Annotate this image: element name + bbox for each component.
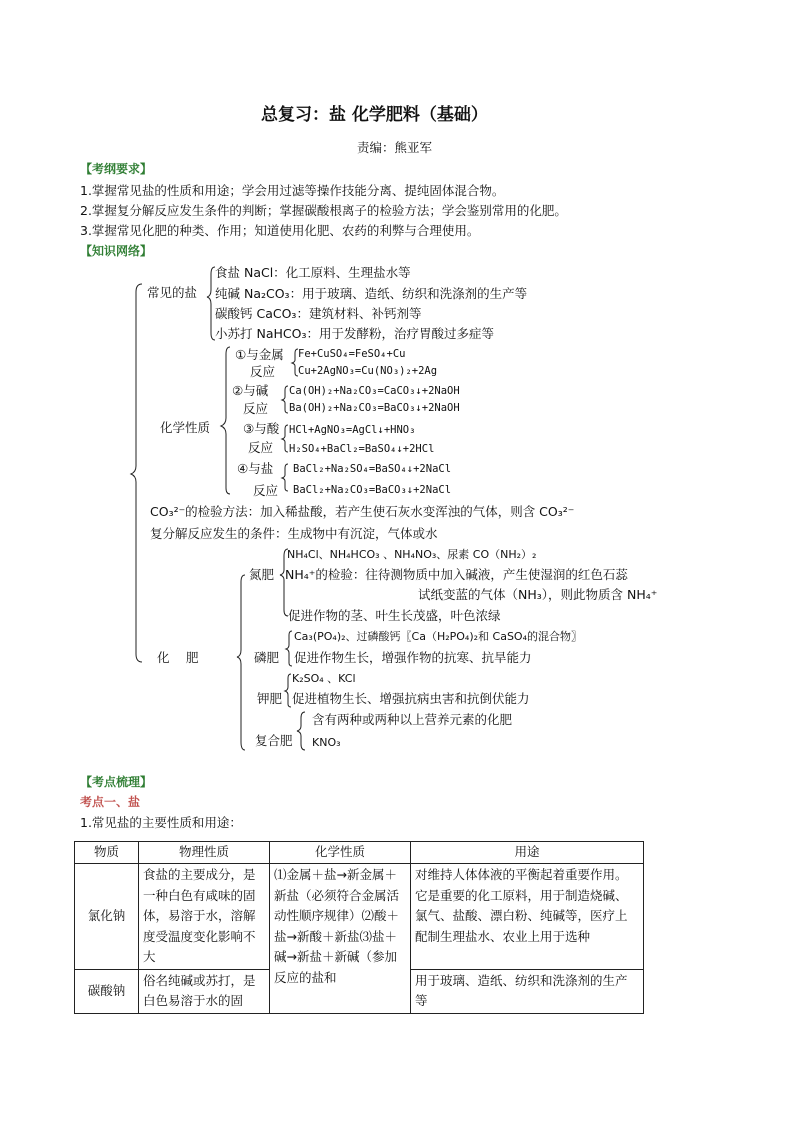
table-header: 物质 [75,842,139,864]
react-base-label: ②与碱 [232,383,269,398]
salt-item: 纯碱 Na₂CO₃：用于玻璃、造纸、纺织和洗涤剂的生产等 [215,286,528,301]
table-header: 用途 [411,842,644,864]
salt-item: 小苏打 NaHCO₃：用于发酵粉，治疗胃酸过多症等 [215,326,494,341]
table-cell: 食盐的主要成分，是一种白色有咸味的固体，易溶于水，溶解度受温度变化影响不大 [139,864,270,970]
phosphate-label: 磷肥 [254,650,280,665]
page-title: 总复习：盐 化学肥料（基础） [261,105,488,125]
compound-label: 复合肥 [255,733,293,748]
phosphate-item: Ca₃(PO₄)₂、过磷酸钙〖Ca（H₂PO₄)₂和 CaSO₄的混合物〗 [294,630,582,643]
salts-label: 常见的盐 [147,285,198,300]
syllabus-item: 3.掌握常见化肥的种类、作用；知道使用化肥、农药的利弊与合理使用。 [80,223,480,238]
review-heading: 【考点梳理】 [80,775,153,789]
cell-text: 用于玻璃、造纸、纺织和洗涤剂的生产等 [415,972,628,1008]
react-salt-label: ④与盐 [237,461,274,476]
cell-text: 俗名纯碱或苏打，是白色易溶于水的固 [143,972,256,1008]
editor-line: 责编：熊亚军 [357,140,433,155]
chem-props-cell: ⑴金属＋盐→新金属＋新盐（必须符合金属活动性顺序规律）⑵酸＋盐→新酸＋新盐⑶盐＋碱→新盐＋新碱（参加反应的盐和 [274,867,400,985]
equation: H₂SO₄+BaCl₂=BaSO₄↓+2HCl [289,443,435,455]
equation: Ca(OH)₂+Na₂CO₃=CaCO₃↓+2NaOH [289,385,460,397]
equation: BaCl₂+Na₂SO₄=BaSO₄↓+2NaCl [293,463,452,475]
react-salt-label2: 反应 [253,483,279,498]
table-header-row [75,842,644,864]
table-cell: 氯化钠 [75,864,139,970]
table-cell [270,864,411,1014]
equation: Fe+CuSO₄=FeSO₄+Cu [298,348,406,360]
salt-item: 食盐 NaCl：化工原料、生理盐水等 [215,265,411,280]
nitrogen-item: 促进作物的茎、叶生长茂盛，叶色浓绿 [288,608,501,623]
table-cell [411,969,644,1013]
nitrogen-label: 氮肥 [249,567,275,582]
table-header: 化学性质 [270,842,411,864]
react-acid-label: ③与酸 [243,421,280,436]
table-cell [139,969,270,1013]
salt-table [74,841,644,1014]
syllabus-item: 1.掌握常见盐的性质和用途；学会用过滤等操作技能分离、提纯固体混合物。 [80,183,505,198]
point-sub: 1.常见盐的主要性质和用途： [80,815,242,830]
nitrogen-item: NH₄⁺的检验：往待测物质中加入碱液，产生使湿润的红色石蕊 [285,567,628,582]
phosphate-item: 促进作物生长，增强作物的抗寒、抗旱能力 [294,650,532,665]
table-header: 物理性质 [139,842,270,864]
table-row [75,864,644,970]
potassium-item: K₂SO₄ 、KCl [292,672,356,685]
nitrogen-item: 试纸变蓝的气体（NH₃），则此物质含 NH₄⁺ [418,587,658,602]
react-metal-label2: 反应 [250,364,276,379]
fertilizer-label: 化 肥 [157,650,199,665]
syllabus-item: 2.掌握复分解反应发生条件的判断；掌握碳酸根离子的检验方法；学会鉴别常用的化肥。 [80,203,567,218]
point-title: 考点一、盐 [80,795,141,809]
network-heading: 【知识网络】 [80,244,153,258]
compound-item: 含有两种或两种以上营养元素的化肥 [312,712,513,727]
co3-test: CO₃²⁻的检验方法：加入稀盐酸，若产生使石灰水变浑浊的气体，则含 CO₃²⁻ [150,504,575,519]
equation: Ba(OH)₂+Na₂CO₃=BaCO₃↓+2NaOH [289,402,460,414]
compound-item: KNO₃ [312,736,341,749]
metathesis-condition: 复分解反应发生的条件：生成物中有沉淀，气体或水 [150,526,438,541]
equation: BaCl₂+Na₂CO₃=BaCO₃↓+2NaCl [293,484,452,496]
table-cell: 碳酸钠 [75,969,139,1013]
syllabus-heading: 【考纲要求】 [80,162,153,176]
nitrogen-item: NH₄Cl、NH₄HCO₃ 、NH₄NO₃、尿素 CO（NH₂）₂ [287,548,537,561]
table-cell: 对维持人体体液的平衡起着重要作用。它是重要的化工原料，用于制造烧碱、氯气、盐酸、漂白粉、纯碱等，医疗上配制生理盐水、农业上用于选种 [411,864,644,970]
react-base-label2: 反应 [243,401,269,416]
equation: Cu+2AgNO₃=Cu(NO₃)₂+2Ag [298,365,438,377]
react-metal-label: ①与金属 [235,347,284,362]
potassium-label: 钾肥 [257,691,283,706]
potassium-item: 促进植物生长、增强抗病虫害和抗倒伏能力 [292,691,530,706]
salt-item: 碳酸钙 CaCO₃：建筑材料、补钙剂等 [215,306,422,321]
chem-props-label: 化学性质 [160,420,211,435]
equation: HCl+AgNO₃=AgCl↓+HNO₃ [289,424,416,436]
react-acid-label2: 反应 [248,440,274,455]
